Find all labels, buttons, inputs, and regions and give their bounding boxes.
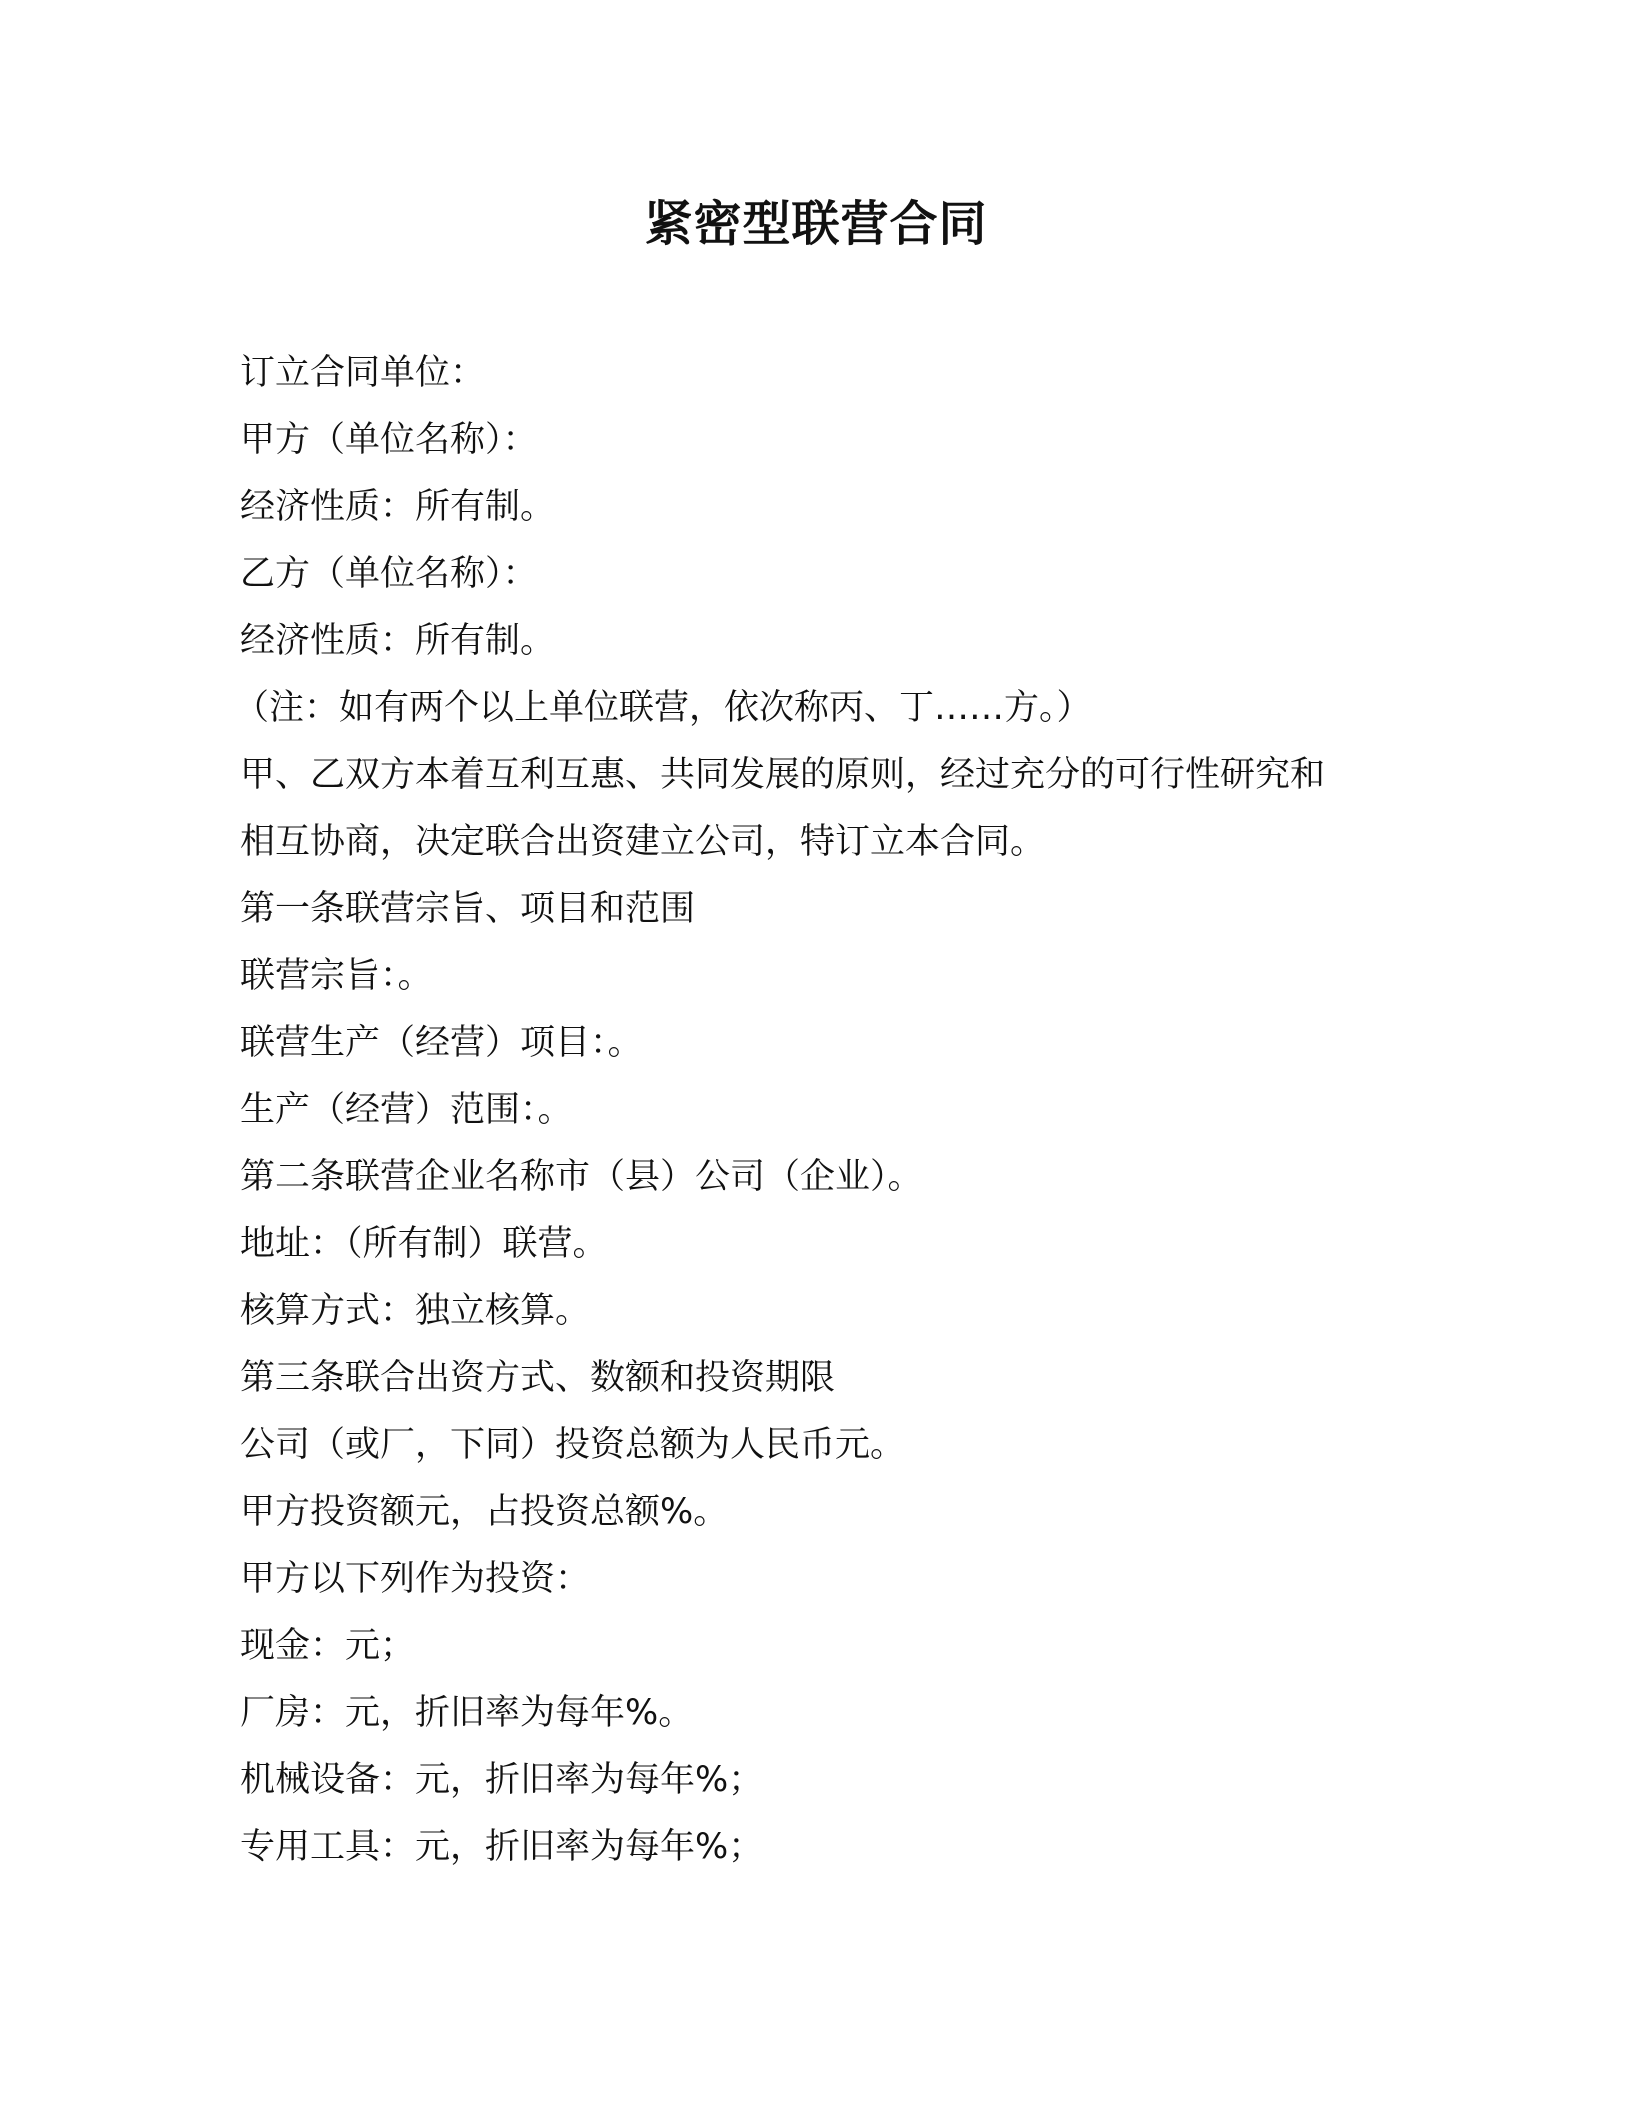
party-b-economic-nature: 经济性质：所有制。 bbox=[240, 621, 556, 661]
preamble-line-1: 甲、乙双方本着互利互惠、共同发展的原则，经过充分的可行性研究和 bbox=[240, 755, 1326, 795]
investment-special-tools: 专用工具：元，折旧率为每年%； bbox=[240, 1827, 764, 1867]
investment-factory-building: 厂房：元，折旧率为每年%。 bbox=[240, 1693, 694, 1733]
multi-party-note: （注：如有两个以上单位联营，依次称丙、丁……方。） bbox=[234, 688, 1092, 728]
investment-cash: 现金：元； bbox=[240, 1626, 416, 1666]
article-3-heading: 第三条联合出资方式、数额和投资期限 bbox=[240, 1358, 836, 1398]
document-body bbox=[234, 340, 1400, 1881]
preamble-line-2: 相互协商，决定联合出资建立公司，特订立本合同。 bbox=[240, 822, 1046, 862]
party-a-investment-items-heading: 甲方以下列作为投资： bbox=[240, 1559, 591, 1599]
party-b-name: 乙方（单位名称）： bbox=[240, 554, 538, 594]
total-investment: 公司（或厂，下同）投资总额为人民币元。 bbox=[240, 1425, 906, 1465]
contract-parties-heading: 订立合同单位： bbox=[240, 353, 486, 393]
joint-venture-purpose: 联营宗旨：。 bbox=[240, 956, 433, 996]
party-a-economic-nature: 经济性质：所有制。 bbox=[240, 487, 556, 527]
business-scope: 生产（经营）范围：。 bbox=[240, 1090, 573, 1130]
article-1-heading: 第一条联营宗旨、项目和范围 bbox=[240, 889, 696, 929]
party-a-name: 甲方（单位名称）： bbox=[240, 420, 538, 460]
party-a-investment-amount: 甲方投资额元，占投资总额%。 bbox=[240, 1492, 729, 1532]
address-line: 地址：（所有制）联营。 bbox=[240, 1224, 608, 1264]
joint-venture-project: 联营生产（经营）项目：。 bbox=[240, 1023, 643, 1063]
investment-machinery: 机械设备：元，折旧率为每年%； bbox=[240, 1760, 764, 1800]
article-2-heading: 第二条联营企业名称市（县）公司（企业）。 bbox=[240, 1157, 923, 1197]
accounting-method: 核算方式：独立核算。 bbox=[240, 1291, 591, 1331]
document-title: 紧密型联营合同 bbox=[644, 196, 988, 252]
